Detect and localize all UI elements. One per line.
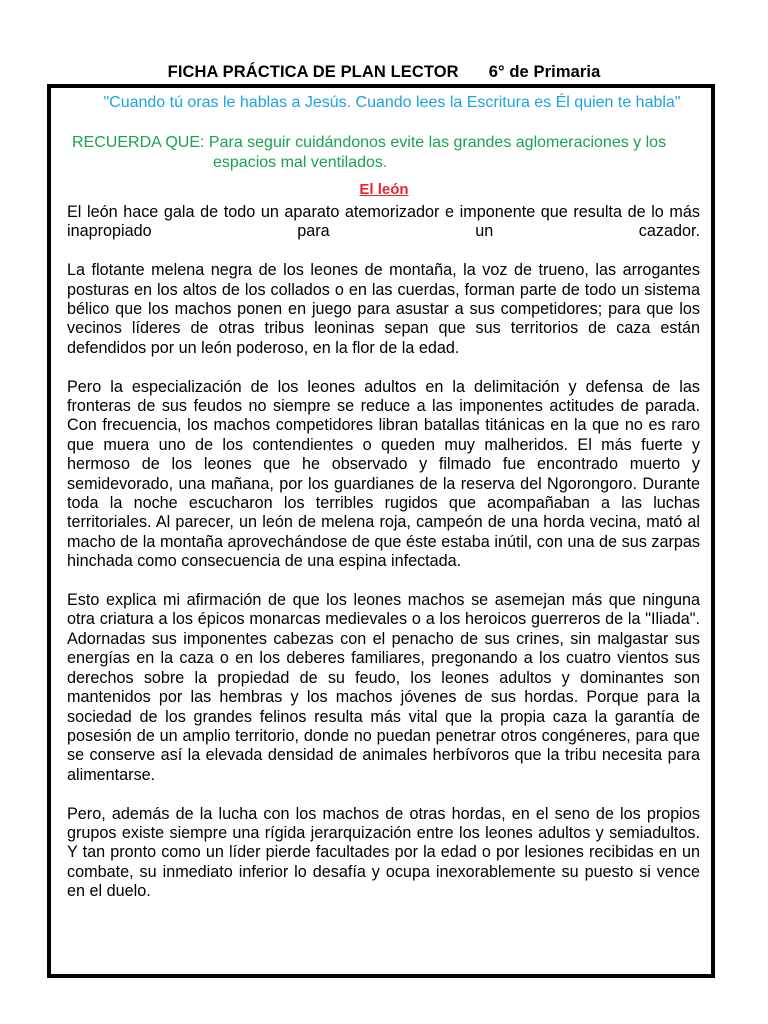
reminder-line-2: espacios mal ventilados. <box>213 154 388 171</box>
paragraph-3: Pero la especialización de los leones adultos en la delimitación y defensa de las fronteras de sus feudos no siempre se reduce a las imponentes actitudes de parada. Con frecuencia, los machos competidores libran batallas titánicas en la que no es raro que muera uno de los contendientes o queden muy malheridos. El más fuerte y hermoso de los leones que he observado y filmado fue encontrado muerto y semidevorado, una mañana, por los guardianes de la reserva del Ngorongoro. Durante toda la noche escucharon los terribles rugidos que acompañaban a las luchas territoriales. Al parecer, un león de melena roja, campeón de una horda vecina, mató al macho de la montaña aprovechándose de que éste estaba inútil, con una de sus zarpas hinchada como consecuencia de una espina infectada. <box>67 377 700 571</box>
story-title: El león <box>359 181 409 198</box>
reminder-line-1: RECUERDA QUE: Para seguir cuidándonos evite las grandes aglomeraciones y los <box>72 134 667 151</box>
story-body <box>67 203 700 921</box>
paragraph-1: El león hace gala de todo un aparato atemorizador e imponente que resulta de lo más inapropiado para un cazador. <box>67 203 700 241</box>
paragraph-5: Pero, además de la lucha con los machos de otras hordas, en el seno de los propios grupos existe siempre una rígida jerarquización entre los leones adultos y semiadultos. Y tan pronto como un líder pierde facultades por la edad o por lesiones recibidas en un combate, su inmediato inferior lo desafía y ocupa inexorablemente su puesto si vence en el duelo. <box>67 804 700 901</box>
grade-label: 6° de Primaria <box>488 63 601 81</box>
health-reminder <box>72 133 712 173</box>
page-header <box>0 63 768 82</box>
paragraph-2: La flotante melena negra de los leones de montaña, la voz de trueno, las arrogantes posturas en los altos de los collados o en las cuerdas, forman parte de todo un sistema bélico que los machos ponen en juego para asustar a sus competidores; para que los vecinos líderes de otras tribus leoninas sepan que sus territorios de caza están defendidos por un león poderoso, en la flor de la edad. <box>67 261 700 357</box>
paragraph-4: Esto explica mi afirmación de que los leones machos se asemejan más que ninguna otra criatura a los épicos monarcas medievales o a los heroicos guerreros de la "Iliada". Adornadas sus imponentes cabezas con el penacho de sus crines, sin malgastar sus energías en la caza o en los deberes familiares, pregonando a los cuatro vientos sus derechos sobre la propiedad de su feudo, los leones adultos y dominantes son mantenidos por las hembras y los machos jóvenes de sus hordas. Porque para la sociedad de los grandes felinos resulta más vital que la propia caza la garantía de posesión de un amplio territorio, donde no puedan penetrar otros congéneres, para que se conserve así la elevada densidad de animales herbívoros que la tribu necesita para alimentarse. <box>67 591 700 784</box>
worksheet-title: FICHA PRÁCTICA DE PLAN LECTOR <box>167 63 459 81</box>
scripture-quote: "Cuando tú oras le hablas a Jesús. Cuando lees la Escritura es Él quien te habla" <box>103 94 681 111</box>
